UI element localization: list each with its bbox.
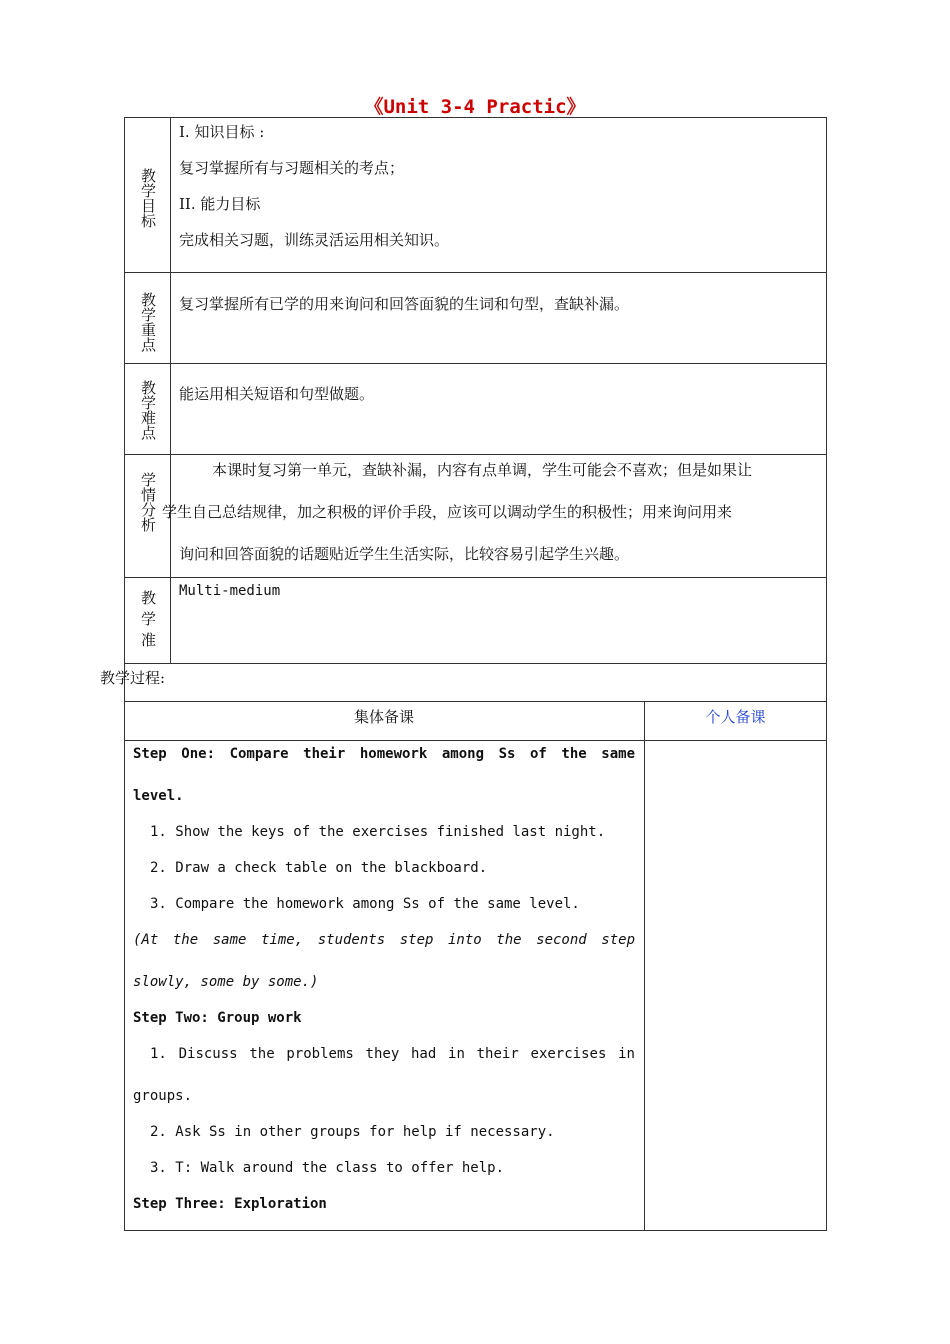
analysis-line-1: 本课时复习第一单元，查缺补漏，内容有点单调，学生可能会不喜欢；但是如果让: [212, 461, 753, 479]
objectives-label: 教学目标: [139, 168, 157, 228]
step-two-item-1: [150, 1046, 635, 1062]
preparation-text: Multi-medium: [179, 583, 281, 599]
word: the: [249, 1046, 275, 1062]
word: of: [530, 746, 547, 762]
word: same: [212, 932, 247, 948]
analysis-line-2: 学生自己总结规律，加之积极的评价手段，应该可以调动学生的积极性；用来询问用来: [162, 503, 733, 521]
word: step: [601, 932, 635, 948]
word: homework: [359, 746, 428, 762]
word: Step: [133, 746, 167, 762]
row-divider: [124, 272, 827, 273]
step-one-title-cont: level.: [133, 788, 184, 804]
preparation-label: 教学准: [139, 589, 157, 653]
word: Ss: [498, 746, 516, 762]
word: in: [618, 1046, 635, 1062]
difficulty-label: 教学难点: [139, 380, 157, 440]
word: One:: [181, 746, 215, 762]
step-one-item-2: 2. Draw a check table on the blackboard.: [150, 860, 488, 876]
step-one-item-3: 3. Compare the homework among Ss of the same level.: [150, 896, 580, 912]
word: time,: [261, 932, 304, 948]
word: the: [172, 932, 199, 948]
word: the: [496, 932, 522, 948]
step-one-title: [133, 746, 635, 762]
step-two-item-3: 3. T: Walk around the class to offer help.: [150, 1160, 505, 1176]
word: their: [303, 746, 346, 762]
word: students: [317, 932, 386, 948]
personal-prep-header: 个人备课: [705, 708, 766, 726]
word: exercises: [530, 1046, 607, 1062]
row-divider: [124, 363, 827, 364]
analysis-label: 学情分析: [139, 472, 157, 532]
step-two-item-1-cont: groups.: [133, 1088, 193, 1104]
word: Compare: [229, 746, 289, 762]
word: had: [411, 1046, 437, 1062]
process-label-row: [124, 663, 827, 702]
step-two-title: Step Two: Group work: [133, 1010, 302, 1026]
word: the: [561, 746, 587, 762]
header-divider: [124, 740, 827, 741]
process-column-divider: [644, 701, 645, 1231]
knowledge-goal-heading: I. 知识目标 :: [179, 123, 265, 141]
step-note-cont: slowly, some by some.): [133, 974, 319, 990]
word: they: [365, 1046, 400, 1062]
ability-goal-heading: II. 能力目标: [179, 195, 261, 213]
difficulty-text: 能运用相关短语和句型做题。: [179, 385, 375, 403]
step-note: [133, 932, 635, 948]
word: among: [441, 746, 485, 762]
analysis-line-3: 询问和回答面貌的话题贴近学生生活实际，比较容易引起学生兴趣。: [179, 545, 630, 563]
process-label: 教学过程:: [100, 669, 166, 687]
word: into: [448, 932, 482, 948]
word: second: [536, 932, 587, 948]
row-divider: [124, 454, 827, 455]
knowledge-goal-text: 复习掌握所有与习题相关的考点；: [179, 159, 405, 177]
step-one-item-1: 1. Show the keys of the exercises finished last night.: [150, 824, 606, 840]
word: same: [601, 746, 635, 762]
row-divider: [124, 577, 827, 578]
word: in: [448, 1046, 465, 1062]
focus-text: 复习掌握所有已学的用来询问和回答面貌的生词和句型，查缺补漏。: [179, 295, 630, 313]
ability-goal-text: 完成相关习题，训练灵活运用相关知识。: [179, 231, 450, 249]
step-three-title: Step Three: Exploration: [133, 1196, 327, 1212]
focus-label: 教学重点: [139, 292, 157, 352]
word: problems: [286, 1046, 354, 1062]
word: Discuss: [178, 1046, 238, 1062]
step-two-item-2: 2. Ask Ss in other groups for help if necessary.: [150, 1124, 555, 1140]
word: (At: [133, 932, 159, 948]
process-table: [124, 701, 827, 1231]
word: their: [476, 1046, 519, 1062]
collective-prep-header: 集体备课: [353, 708, 414, 726]
word: step: [399, 932, 434, 948]
page-title: 《Unit 3-4 Practic》: [364, 96, 586, 118]
word: 1.: [150, 1046, 167, 1062]
